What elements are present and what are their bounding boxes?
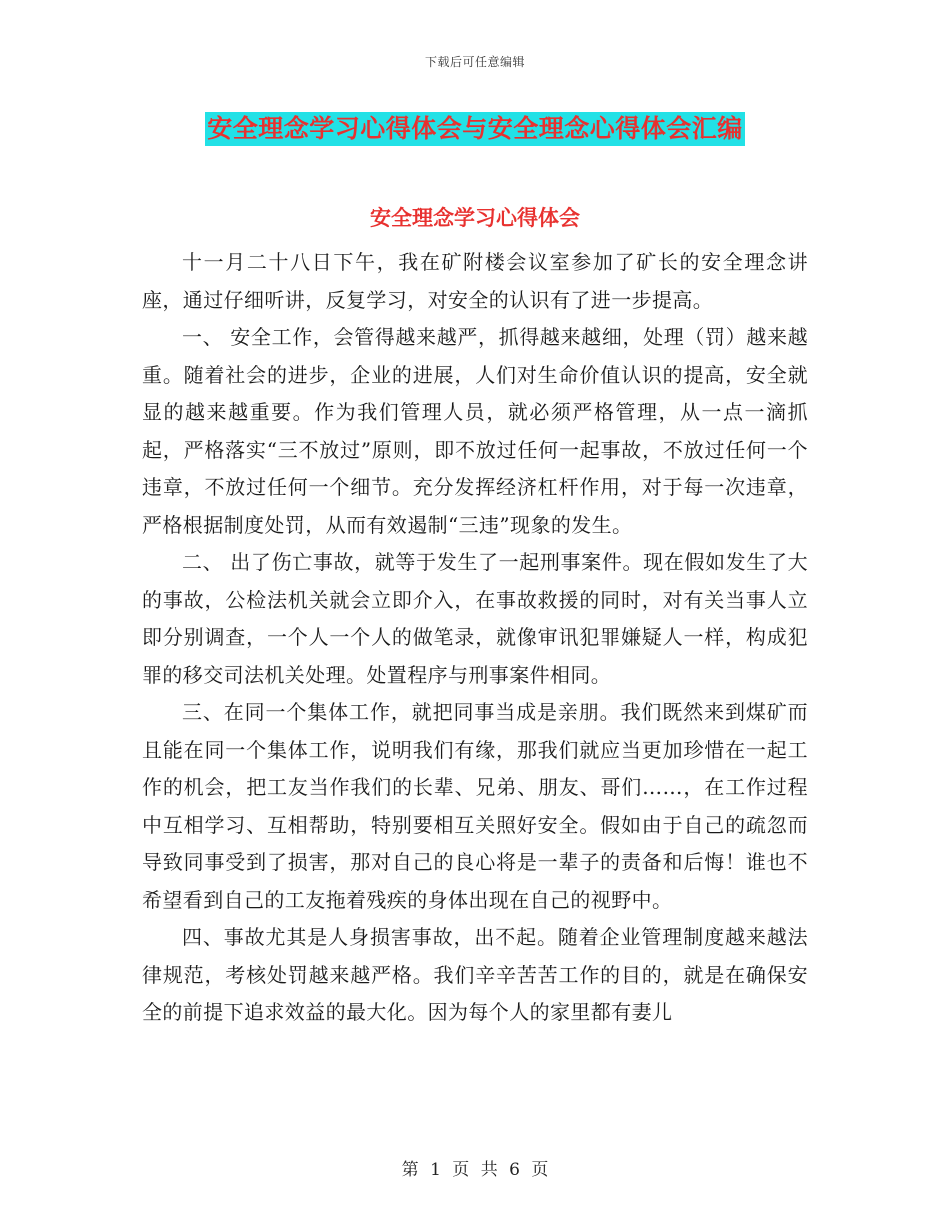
section-title: 安全理念学习心得体会 xyxy=(370,205,580,230)
paragraph-intro: 十一月二十八日下午，我在矿附楼会议室参加了矿长的安全理念讲座，通过仔细听讲，反复学习，对安全的认识有了进一步提高。 xyxy=(142,250,808,312)
paragraph-point-2: 二、 出了伤亡事故，就等于发生了一起刑事案件。现在假如发生了大的事故，公检法机关就会立即介入，在事故救援的同时，对有关当事人立即分别调查，一个人一个人的做笔录，就像审讯犯罪嫌疑人一样，构成犯罪的移交司法机关处理。处置程序与刑事案件相同。 xyxy=(142,550,808,687)
paragraph-point-4: 四、事故尤其是人身损害事故，出不起。随着企业管理制度越来越法律规范，考核处罚越来越严格。我们辛辛苦苦工作的目的，就是在确保安全的前提下追求效益的最大化。因为每个人的家里都有妻儿 xyxy=(142,925,808,1024)
document-body xyxy=(142,244,808,1032)
page-number-footer: 第 1 页 共 6 页 xyxy=(401,1160,549,1180)
main-title-container xyxy=(0,112,950,146)
document-title: 安全理念学习心得体会与安全理念心得体会汇编 xyxy=(205,112,745,146)
paragraph-point-1: 一、 安全工作，会管得越来越严，抓得越来越细，处理（罚）越来越重。随着社会的进步，企业的进展，人们对生命价值认识的提高，安全就显的越来越重要。作为我们管理人员，就必须严格管理，从一点一滴抓起，严格落实“三不放过”原则，即不放过任何一起事故，不放过任何一个违章，不放过任何一个细节。充分发挥经济杠杆作用，对于每一次违章，严格根据制度处罚，从而有效遏制“三违”现象的发生。 xyxy=(142,325,808,537)
paragraph-point-3: 三、在同一个集体工作，就把同事当成是亲朋。我们既然来到煤矿而且能在同一个集体工作，说明我们有缘，那我们就应当更加珍惜在一起工作的机会，把工友当作我们的长辈、兄弟、朋友、哥们……，在工作过程中互相学习、互相帮助，特别要相互关照好安全。假如由于自己的疏忽而导致同事受到了损害，那对自己的良心将是一辈子的责备和后悔！谁也不希望看到自己的工友拖着残疾的身体出现在自己的视野中。 xyxy=(142,700,808,912)
header-note: 下载后可任意编辑 xyxy=(424,55,525,69)
